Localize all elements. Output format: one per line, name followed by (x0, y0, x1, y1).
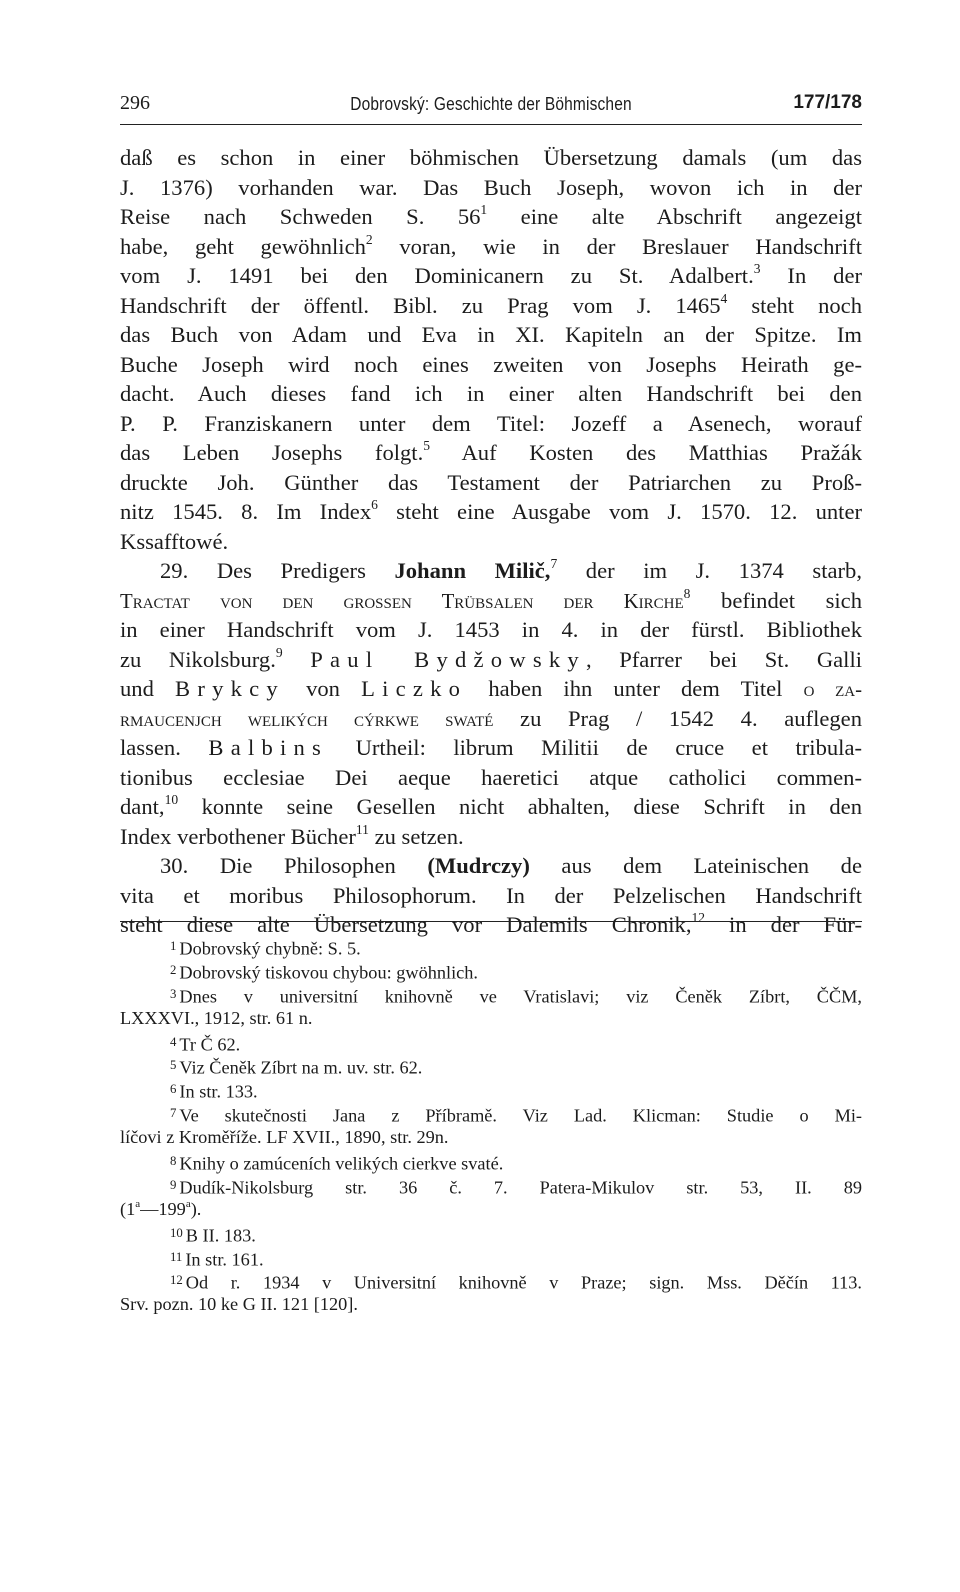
text-line: Reise nach Schweden S. $56^1$ eine alte Abschrift angezeigt (120, 201, 862, 229)
footnote-item: $^9$ Dudík-Nikolsburg str. 36 č. 7. Patera-Mikulov str. 53, II. 89 (170, 1177, 862, 1198)
text-line: J. 1376) vorhanden war. Das Buch Joseph, wovon ich in der (120, 174, 862, 200)
footnote-item: $^{10}$ B II. 183. (170, 1225, 256, 1246)
work-title: Tractat von den großen Trübsalen der Kirche (120, 589, 684, 613)
text-line: vom J. 1491 bei den Dominicanern zu St. Adalbert.$^3$ In der (120, 260, 863, 288)
footnote-item: $^1$ Dobrovský chybně: S. 5. (170, 938, 361, 959)
footnote-continuation: líčovi z Kroměříže. LF XVII., 1890, str. 29n. (120, 1127, 449, 1148)
spaced-name: Liczko (361, 676, 468, 701)
footnote-number: 6 (170, 1082, 177, 1097)
footnote-item: $^2$ Dobrovský tiskovou chybou: gwöhnlich. (170, 962, 478, 983)
footnote-item: $^5$ Viz Čeněk Zíbrt na m. uv. str. 62. (170, 1057, 423, 1078)
text-line: Buche Joseph wird noch eines zweiten von Josephs Heirath ge- (120, 351, 862, 377)
text-line: vita et moribus Philosophorum. In der Pelzelischen Handschrift (120, 882, 862, 908)
footnote-ref: 9 (275, 644, 283, 660)
footnote-ref: 12 (691, 909, 706, 925)
footnote-item: $^4$ Tr Č 62. (170, 1034, 241, 1055)
footnote-number: 4 (170, 1034, 177, 1049)
footnote-continuation: LXXXVI., 1912, str. 61 n. (120, 1007, 313, 1028)
text-line: Index verbothener Bücher$^{11}$ zu setzen. (120, 821, 464, 849)
text-line: steht diese alte Übersetzung vor Dalemils Chronik,$^{12}$ in der Für- (120, 909, 862, 937)
footnote-ref: 6 (371, 496, 378, 512)
text-line: Kssafftowé. (120, 528, 229, 554)
text-line: das Leben Josephs folgt.$^5$ Auf Kosten des Matthias Pražák (120, 437, 863, 465)
text-line: lassen. Balbins Urtheil: librum Militii de cruce et tribula- (120, 735, 862, 760)
text-line: das Buch von Adam und Eva in XI. Kapiteln an der Spitze. Im (120, 322, 862, 347)
text-line: dant,$^{10}$ konnte seine Gesellen nicht abhalten, diese Schrift in den (120, 791, 862, 819)
footnote-continuation: Srv. pozn. 10 ke G II. 121 [120]. (120, 1294, 358, 1315)
footnote-number: 8 (170, 1154, 177, 1169)
section-29-heading-line: 29. Des Predigers Johann Milič,$^7$ der im J. 1374 starb, (160, 555, 862, 583)
text-line: habe, geht gewöhnlich$^2$ voran, wie in der Breslauer Handschrift (120, 231, 862, 259)
footnote-item: $^{12}$ Od r. 1934 v Universitní knihovně v Praze; sign. Mss. Děčín 113. (170, 1272, 862, 1293)
spaced-name: Balbins (208, 735, 329, 760)
footnote-ref: 3 (753, 260, 761, 276)
footnote-item: $^7$ Ve skutečnosti Jana z Příbramě. Viz Lad. Klicman: Studie o Mi- (170, 1105, 862, 1126)
footnote-ref: 8 (683, 585, 691, 601)
footnote-ref: 5 (423, 437, 431, 453)
footnote-ref: 2 (365, 231, 373, 247)
running-title: Dobrovský: Geschichte der Böhmischen (350, 94, 632, 114)
footnote-number: 7 (170, 1106, 177, 1121)
main-text (120, 143, 862, 940)
text-line: P. P. Franziskanern unter dem Titel: Jozeff a Asenech, worauf (120, 410, 862, 436)
footnote-item: $^8$ Knihy o zamúceních velikých cierkve svaté. (170, 1153, 504, 1174)
text-line: in einer Handschrift vom J. 1453 in 4. in der fürstl. Bibliothek (120, 617, 862, 642)
footnote-number: 3 (170, 986, 177, 1001)
text-line: rmaucenjch welikých cýrkwe swaté zu Prag / 1542 4. auflegen (120, 705, 862, 731)
footnote-ref: 7 (550, 555, 558, 571)
footnote-number: 10 (170, 1225, 183, 1240)
footnote-item: $^{11}$ In str. 161. (170, 1249, 264, 1270)
page-reference: 177/178 (793, 92, 862, 113)
footnote-number: 5 (170, 1058, 177, 1073)
footnote-ref: 10 (164, 791, 179, 807)
text-line: zu Nikolsburg.$^9$ Paul Bydžowsky, Pfarrer bei St. Galli (120, 644, 862, 672)
footnote-item: $^3$ Dnes v universitní knihovně ve Vratislavi; viz Čeněk Zíbrt, ČČM, (170, 986, 862, 1007)
footnote-number: 9 (170, 1177, 177, 1192)
text-line: und Brykcy von Liczko haben ihn unter dem Titel o za- (120, 676, 862, 701)
footnote-continuation: (1$^a$—199$^a$). (120, 1197, 202, 1219)
footnote-ref: 4 (720, 290, 728, 306)
spaced-name: Brykcy (175, 676, 285, 701)
section-30-heading-line: 30. Die Philosophen (Mudrczy) aus dem Lateinischen de (160, 853, 862, 878)
footnote-number: 12 (170, 1273, 183, 1288)
text-line: tionibus ecclesiae Dei aeque haeretici atque catholici commen- (120, 764, 862, 790)
work-title-bold: (Mudrczy) (427, 853, 530, 878)
text-line: Tractat von den großen Trübsalen der Kirche$^8$ befindet sich (120, 585, 862, 613)
text-line: nitz 1545. 8. Im Index$^6$ steht eine Ausgabe vom J. 1570. 12. unter (120, 496, 862, 524)
text-line: daß es schon in einer böhmischen Übersetzung damals (um das (120, 145, 862, 170)
footnote-item: $^6$ In str. 133. (170, 1081, 258, 1102)
author-name: Johann Milič, (394, 558, 551, 583)
footnote-ref: 1 (480, 201, 488, 217)
footnotes (120, 935, 862, 1317)
work-title: o za- (803, 678, 862, 701)
text-line: Handschrift der öffentl. Bibl. zu Prag vom J. 1465$^4$ steht noch (120, 290, 862, 318)
footnote-number: 1 (170, 939, 177, 953)
spaced-name: Paul Bydžowsky (310, 646, 586, 672)
footnote-number: 2 (170, 962, 177, 977)
footnote-ref: 11 (355, 821, 369, 837)
text-line: druckte Joh. Günther das Testament der Patriarchen zu Proß- (120, 469, 862, 495)
footnote-number: 11 (170, 1249, 183, 1264)
text-line: dacht. Auch dieses fand ich in einer alten Handschrift bei den (120, 381, 862, 406)
page-number: 296 (120, 92, 150, 114)
running-header (120, 92, 862, 125)
footnote-divider (120, 921, 862, 922)
work-title: rmaucenjch welikých cýrkwe swaté (120, 707, 494, 731)
